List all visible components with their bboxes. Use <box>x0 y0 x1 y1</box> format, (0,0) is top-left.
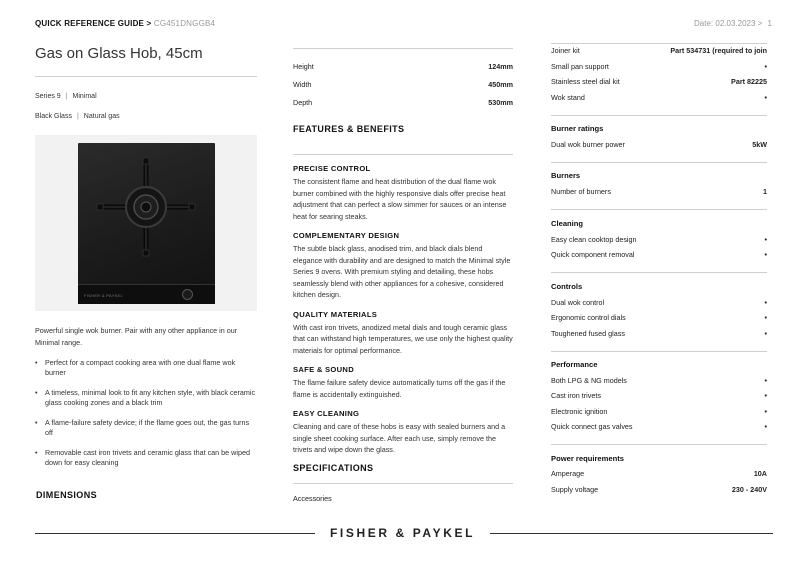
spec-group-title: Power requirements <box>551 454 625 463</box>
table-row <box>551 422 767 431</box>
spec-label: Supply voltage <box>551 485 599 494</box>
page-number: 1 <box>767 19 772 28</box>
divider <box>551 209 767 210</box>
dimensions-heading: DIMENSIONS <box>36 490 98 500</box>
style-label: Minimal <box>72 93 97 100</box>
feature-bullets <box>35 358 257 468</box>
series-line: Series 9 | Minimal <box>35 93 97 100</box>
table-row <box>551 235 767 244</box>
list-item: • Removable cast iron trivets and ceramic glass that can be wiped down for easy cleaning <box>35 448 257 468</box>
feature-quality-materials <box>293 310 513 357</box>
table-row <box>551 469 767 478</box>
feature-title: QUALITY MATERIALS <box>293 309 378 319</box>
spec-value: • <box>764 407 767 416</box>
spec-value: Part 82225 <box>731 77 767 86</box>
feature-precise-control <box>293 164 513 222</box>
wok-burner-icon <box>96 157 196 257</box>
spec-label: Quick component removal <box>551 250 635 259</box>
spec-value: • <box>764 313 767 322</box>
table-row <box>551 391 767 400</box>
divider <box>551 444 767 445</box>
table-row <box>551 93 767 102</box>
feature-title: COMPLEMENTARY DESIGN <box>293 231 400 240</box>
spec-value: • <box>764 376 767 385</box>
dimension-value: 530mm <box>488 97 513 107</box>
dimension-label: Depth <box>293 97 313 107</box>
dimension-label: Height <box>293 61 314 71</box>
spec-label: Dual wok control <box>551 298 605 307</box>
spec-label: Number of burners <box>551 187 611 196</box>
specifications-heading: SPECIFICATIONS <box>293 463 513 484</box>
table-row <box>551 329 767 338</box>
spec-group-title: Cleaning <box>551 219 584 228</box>
table-row <box>551 250 767 259</box>
dimension-label: Width <box>293 79 312 89</box>
spec-value: • <box>764 422 767 431</box>
feature-text: The flame failure safety device automatically turns off the gas if the flame is accidentally extinguished. <box>293 378 506 399</box>
page-header <box>35 19 215 28</box>
spec-label: Dual wok burner power <box>551 140 625 149</box>
middle-column <box>293 48 513 456</box>
spec-label: Amperage <box>551 469 585 478</box>
table-row <box>551 376 767 385</box>
list-item: • A flame-failure safety device; if the flame goes out, the gas turns off <box>35 418 257 438</box>
dimension-value: 124mm <box>488 61 513 71</box>
spec-value: • <box>764 329 767 338</box>
specifications-column <box>551 0 767 500</box>
date-text: Date: 02.03.2023 > <box>694 19 763 28</box>
footer-divider-right <box>490 533 773 534</box>
spec-value: • <box>764 62 767 71</box>
product-image <box>35 135 257 311</box>
table-row <box>293 93 513 111</box>
feature-title: SAFE & SOUND <box>293 365 354 374</box>
spec-label: Wok stand <box>551 93 585 102</box>
control-dial-icon <box>182 289 193 300</box>
spec-value: • <box>764 250 767 259</box>
hob-brand-text: FISHER & PAYKEL <box>84 293 124 298</box>
product-intro: Powerful single wok burner. Pair with any other appliance in our Minimal range. <box>35 326 238 347</box>
spec-label: Ergonomic control dials <box>551 313 626 322</box>
table-row <box>551 298 767 307</box>
spec-value: • <box>764 93 767 102</box>
spec-group-title: Performance <box>551 360 598 369</box>
left-column <box>35 40 257 478</box>
spec-value: • <box>764 298 767 307</box>
guide-label: QUICK REFERENCE GUIDE > <box>35 19 152 28</box>
spec-value: 230 - 240V <box>731 485 767 494</box>
table-row <box>551 62 767 71</box>
accessories-label: Accessories <box>293 494 332 503</box>
feature-safe-and-sound <box>293 365 513 400</box>
dimensions-table <box>293 48 513 111</box>
divider <box>551 351 767 352</box>
model-code: CG451DNGGB4 <box>153 19 216 28</box>
divider <box>551 43 767 44</box>
spec-value: 10A <box>753 469 767 478</box>
footer-divider-left <box>35 533 315 534</box>
spec-label: Quick connect gas valves <box>551 422 633 431</box>
spec-value: Part 534731 (required to join <box>670 46 767 55</box>
divider <box>551 115 767 116</box>
spec-value: • <box>764 391 767 400</box>
feature-text: Cleaning and care of these hobs is easy with sealed burners and a single sheet cooking surface. After each use, simply remove the trivets and wipe down the glass. <box>293 422 506 454</box>
table-row <box>293 75 513 93</box>
table-row <box>551 140 767 149</box>
finish-label: Black Glass <box>35 113 72 120</box>
spec-group-title: Controls <box>551 282 583 291</box>
table-row <box>551 46 767 55</box>
spec-label: Small pan support <box>551 62 609 71</box>
divider <box>551 272 767 273</box>
spec-label: Toughened fused glass <box>551 329 625 338</box>
spec-value: • <box>764 235 767 244</box>
list-item: • A timeless, minimal look to fit any kitchen style, with black ceramic glass cooking zones and a black trim <box>35 388 257 408</box>
feature-complementary-design <box>293 231 513 301</box>
list-item: • Perfect for a compact cooking area with one dual flame wok burner <box>35 358 257 378</box>
hob-illustration <box>78 143 215 304</box>
feature-text: The consistent flame and heat distribution of the dual flame wok burner combined with the highly responsive dials offer precise heat adjustment that can perfect a slow simmer for sauces or an intense heat for searing steaks. <box>293 177 507 221</box>
feature-title: EASY CLEANING <box>293 409 360 418</box>
table-row <box>293 57 513 75</box>
spec-label: Both LPG & NG models <box>551 376 627 385</box>
spec-label: Joiner kit <box>551 46 580 55</box>
feature-text: The subtle black glass, anodised trim, and black dials blend elegance with durability and are designed to match the Minimal style Series 9 ovens. With premium styling and detailing, these hobs seamlessly blend with other appliances for a cohesive, considered kitchen design. <box>293 244 511 299</box>
spec-label: Cast iron trivets <box>551 391 601 400</box>
table-row <box>551 485 767 494</box>
spec-label: Electronic ignition <box>551 407 608 416</box>
table-row <box>551 77 767 86</box>
spec-label: Easy clean cooktop design <box>551 235 637 244</box>
table-row <box>551 313 767 322</box>
feature-title: PRECISE CONTROL <box>293 164 371 173</box>
page-title: Gas on Glass Hob, 45cm <box>35 45 257 77</box>
finish-line: Black Glass | Natural gas <box>35 113 120 120</box>
spec-value: 5kW <box>752 140 767 149</box>
divider <box>551 162 767 163</box>
spec-group-title: Burners <box>551 171 581 180</box>
features-heading: FEATURES & BENEFITS <box>293 124 513 155</box>
brand-logo: FISHER & PAYKEL <box>329 526 476 540</box>
spec-group-title: Burner ratings <box>551 124 604 133</box>
table-row <box>551 187 767 196</box>
feature-easy-cleaning <box>293 409 513 456</box>
dimension-value: 450mm <box>488 79 513 89</box>
fuel-label: Natural gas <box>83 113 120 120</box>
series-label: Series 9 <box>35 93 61 100</box>
feature-text: With cast iron trivets, anodized metal dials and tough ceramic glass that can withstand high temperatures, we use only the highest quality materials for optimal performance. <box>293 322 513 355</box>
spec-value: 1 <box>763 187 767 196</box>
table-row <box>551 407 767 416</box>
spec-label: Stainless steel dial kit <box>551 77 620 86</box>
